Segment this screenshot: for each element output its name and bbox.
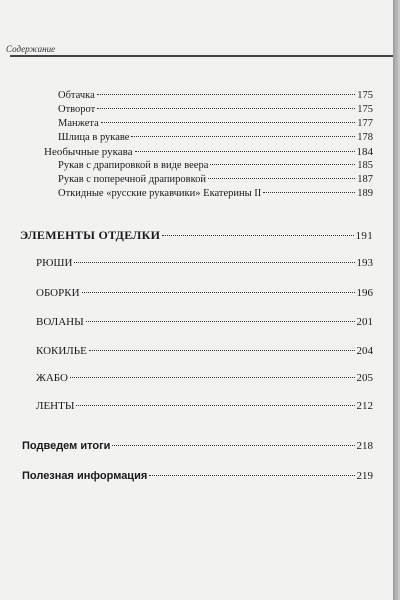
toc-section[interactable]	[36, 400, 373, 412]
toc-section-title: ЛЕНТЫ	[36, 400, 75, 412]
toc-chapter-title: ЭЛЕМЕНТЫ ОТДЕЛКИ	[20, 228, 161, 242]
toc-leader	[70, 377, 355, 378]
toc-leader	[135, 151, 355, 152]
toc-leader	[101, 122, 355, 123]
toc-entry-page: 177	[357, 118, 373, 129]
toc-entry-title: Манжета	[58, 118, 99, 129]
toc-section[interactable]	[36, 316, 373, 328]
toc-entry[interactable]	[44, 146, 373, 158]
toc-section-page: 193	[356, 257, 373, 269]
toc-leader	[131, 136, 355, 137]
toc-leader	[97, 108, 355, 109]
toc-entry[interactable]	[58, 160, 373, 171]
toc-entry-page: 219	[356, 470, 373, 482]
toc-section-page: 212	[356, 400, 373, 412]
running-header: Содержание	[6, 44, 56, 54]
toc-entry-title: Откидные «русские рукавчики» Екатерины II	[58, 188, 262, 199]
toc-entry-page: 189	[357, 188, 373, 199]
toc-leader	[263, 192, 355, 193]
toc-entry-title: Подведем итоги	[22, 440, 111, 452]
toc-entry-title: Отворот	[58, 104, 96, 115]
toc-entry-page: 218	[356, 440, 373, 452]
toc-chapter-page: 191	[355, 230, 373, 242]
toc-section-title: ВОЛАНЫ	[36, 316, 84, 328]
toc-leader	[97, 94, 355, 95]
toc-chapter[interactable]	[20, 228, 373, 243]
toc-entry-title: Шлица в рукаве	[58, 132, 130, 143]
toc-section-title: РЮШИ	[36, 257, 73, 269]
toc-entry-page: 178	[357, 132, 373, 143]
toc-entry-title: Рукав с поперечной драпировкой	[58, 174, 206, 185]
toc-leader	[112, 445, 354, 446]
toc-entry-title: Рукав с драпировкой в виде веера	[58, 160, 209, 171]
toc-entry[interactable]	[58, 104, 373, 115]
toc-section-title: ОБОРКИ	[36, 287, 80, 299]
toc-entry-title: Обтачка	[58, 90, 95, 101]
toc-section[interactable]	[36, 345, 373, 357]
toc-leader	[210, 164, 355, 165]
toc-entry-page: 187	[357, 174, 373, 185]
toc-section-title: КОКИЛЬЕ	[36, 345, 87, 357]
toc-entry-page: 184	[356, 146, 373, 158]
toc-section-page: 205	[356, 372, 373, 384]
toc-entry[interactable]	[58, 132, 373, 143]
toc-entry-summary[interactable]	[22, 440, 373, 452]
toc-entry[interactable]	[58, 118, 373, 129]
toc-entry-title: Необычные рукава	[44, 146, 133, 158]
toc-leader	[74, 262, 354, 263]
toc-entry[interactable]	[58, 188, 373, 199]
toc-leader	[76, 405, 354, 406]
toc-section[interactable]	[36, 287, 373, 299]
toc-section-page: 196	[356, 287, 373, 299]
toc-entry-title: Полезная информация	[22, 470, 148, 482]
toc-leader	[89, 350, 355, 351]
toc-entry[interactable]	[58, 174, 373, 185]
toc-section-page: 204	[356, 345, 373, 357]
toc-section[interactable]	[36, 372, 373, 384]
toc-entry[interactable]	[58, 90, 373, 101]
page-edge-shadow	[393, 0, 400, 600]
toc-leader	[86, 321, 355, 322]
toc-entry-useful-info[interactable]	[22, 470, 373, 482]
toc-leader	[162, 235, 353, 236]
toc-entry-page: 185	[357, 160, 373, 171]
toc-entry-page: 175	[357, 90, 373, 101]
header-rule	[10, 55, 393, 57]
toc-leader	[82, 292, 355, 293]
toc-entry-page: 175	[357, 104, 373, 115]
toc-section[interactable]	[36, 257, 373, 269]
toc-section-title: ЖАБО	[36, 372, 68, 384]
toc-leader	[208, 178, 355, 179]
toc-leader	[149, 475, 354, 476]
toc-section-page: 201	[356, 316, 373, 328]
